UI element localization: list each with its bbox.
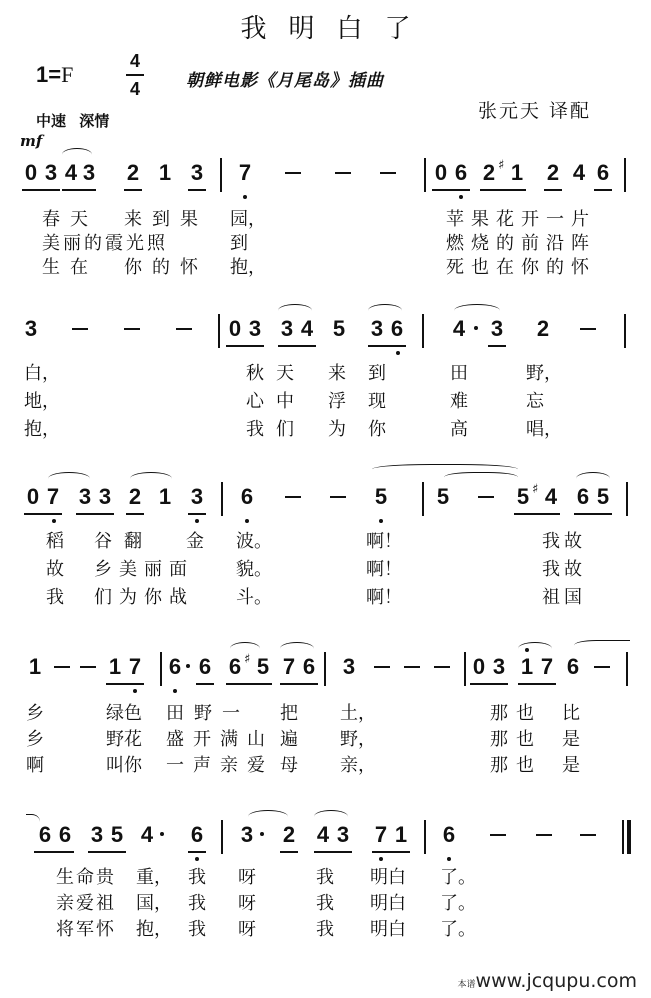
final-barline-thick <box>627 820 631 854</box>
note: 3 <box>248 316 262 341</box>
beam <box>480 189 526 191</box>
arranger-credit: 张元天 译配 <box>478 100 592 122</box>
note: 2 <box>128 484 142 509</box>
barline <box>624 314 626 348</box>
key-letter: F <box>61 62 74 87</box>
note: 3 <box>44 160 58 185</box>
sustain-dash <box>335 172 351 174</box>
barline <box>422 482 424 516</box>
sustain-dash <box>176 328 192 330</box>
note: 4 <box>140 822 154 847</box>
note: 2 <box>536 316 550 341</box>
beam <box>62 189 96 191</box>
note: 3 <box>82 160 96 185</box>
note: 5 <box>256 654 270 679</box>
tie <box>574 640 630 653</box>
note: 6 <box>190 822 204 847</box>
note: 3 <box>492 654 506 679</box>
note: 0 <box>228 316 242 341</box>
final-barline-thin <box>622 820 624 854</box>
sustain-dash <box>374 666 390 668</box>
note: 6 <box>240 484 254 509</box>
beam <box>432 189 470 191</box>
note: 3 <box>240 822 254 847</box>
note: 1 <box>158 160 172 185</box>
beam <box>280 683 318 685</box>
note: 1 <box>158 484 172 509</box>
note: 4 <box>452 316 466 341</box>
note: 0 <box>24 160 38 185</box>
barline <box>626 482 628 516</box>
sustain-dash <box>580 328 596 330</box>
note: 6 <box>228 654 242 679</box>
beam <box>188 851 206 853</box>
note: 7 <box>282 654 296 679</box>
note: 3 <box>342 654 356 679</box>
note: 2 <box>126 160 140 185</box>
note: 6 <box>596 160 610 185</box>
beam <box>280 851 298 853</box>
notation-line <box>0 822 651 862</box>
note: 4 <box>64 160 78 185</box>
sustain-dash <box>380 172 396 174</box>
low-octave-dot <box>133 689 137 693</box>
beam <box>278 345 316 347</box>
beam <box>34 851 74 853</box>
note: 2 <box>282 822 296 847</box>
watermark-prefix: 本谱 <box>457 980 476 990</box>
note: 4 <box>544 484 558 509</box>
beam <box>88 851 126 853</box>
note: 3 <box>370 316 384 341</box>
augmentation-dot <box>160 832 164 836</box>
key-signature <box>36 62 73 88</box>
sustain-dash <box>594 666 610 668</box>
time-sig-bottom: 4 <box>129 78 140 99</box>
augmentation-dot <box>474 326 478 330</box>
note: 3 <box>190 484 204 509</box>
low-octave-dot <box>195 519 199 523</box>
note: 6 <box>58 822 72 847</box>
beam <box>372 851 410 853</box>
barline <box>221 820 223 854</box>
high-octave-dot <box>525 648 529 652</box>
barline <box>221 482 223 516</box>
note: 5 <box>110 822 124 847</box>
beam <box>594 189 612 191</box>
note: 3 <box>78 484 92 509</box>
watermark <box>458 970 637 992</box>
barline <box>324 652 326 686</box>
barline <box>624 158 626 192</box>
watermark-site: www.jcqupu.com <box>475 970 637 992</box>
sustain-dash <box>490 834 506 836</box>
beam <box>518 683 556 685</box>
sustain-dash <box>478 496 494 498</box>
note: 3 <box>490 316 504 341</box>
beam <box>226 345 264 347</box>
key-equals: = <box>48 62 62 87</box>
note: 6 <box>442 822 456 847</box>
sustain-dash <box>285 496 301 498</box>
notation-line <box>0 160 651 200</box>
note: 5 <box>332 316 346 341</box>
beam <box>188 189 206 191</box>
notation-line <box>0 484 651 524</box>
sustain-dash <box>404 666 420 668</box>
note: 1 <box>520 654 534 679</box>
low-octave-dot <box>379 519 383 523</box>
low-octave-dot <box>195 857 199 861</box>
time-signature <box>126 52 144 98</box>
beam <box>574 513 612 515</box>
sustain-dash <box>54 666 70 668</box>
beam <box>488 345 506 347</box>
beam <box>470 683 508 685</box>
key-tonic: 1 <box>36 62 49 87</box>
note: 0 <box>472 654 486 679</box>
beam <box>314 851 352 853</box>
low-octave-dot <box>379 857 383 861</box>
beam <box>514 513 560 515</box>
dynamic-marking: mf <box>20 132 43 150</box>
note: 3 <box>90 822 104 847</box>
barline <box>424 820 426 854</box>
song-title: 我明白了 <box>240 14 433 44</box>
barline <box>424 158 426 192</box>
sustain-dash <box>434 666 450 668</box>
sustain-dash <box>536 834 552 836</box>
note: 7 <box>374 822 388 847</box>
barline <box>160 652 162 686</box>
beam <box>544 189 562 191</box>
barline <box>218 314 220 348</box>
song-subtitle: 朝鲜电影《月尾岛》插曲 <box>186 71 384 91</box>
beam <box>188 513 206 515</box>
low-octave-dot <box>52 519 56 523</box>
sharp-sign: ♯ <box>532 482 539 497</box>
note: 0 <box>434 160 448 185</box>
note: 7 <box>46 484 60 509</box>
beam <box>22 189 60 191</box>
note: 6 <box>390 316 404 341</box>
beam <box>226 683 272 685</box>
tie <box>444 472 518 485</box>
note: 5 <box>596 484 610 509</box>
note: 7 <box>238 160 252 185</box>
low-octave-dot <box>245 519 249 523</box>
sustain-dash <box>80 666 96 668</box>
note: 6 <box>302 654 316 679</box>
tempo-marking: 中速 深情 <box>36 112 110 130</box>
note: 4 <box>316 822 330 847</box>
note: 3 <box>98 484 112 509</box>
beam <box>24 513 62 515</box>
note: 7 <box>540 654 554 679</box>
sustain-dash <box>580 834 596 836</box>
augmentation-dot <box>186 664 190 668</box>
barline <box>422 314 424 348</box>
barline <box>464 652 466 686</box>
barline <box>220 158 222 192</box>
note: 1 <box>108 654 122 679</box>
note: 6 <box>454 160 468 185</box>
sustain-dash <box>72 328 88 330</box>
note: 6 <box>576 484 590 509</box>
sustain-dash <box>124 328 140 330</box>
note: 5 <box>374 484 388 509</box>
note: 4 <box>572 160 586 185</box>
time-sig-top: 4 <box>129 51 140 71</box>
sustain-dash <box>330 496 346 498</box>
note: 6 <box>168 654 182 679</box>
notation-line <box>0 654 651 694</box>
note: 4 <box>300 316 314 341</box>
note: 3 <box>336 822 350 847</box>
note: 6 <box>198 654 212 679</box>
low-octave-dot <box>447 857 451 861</box>
note: 3 <box>190 160 204 185</box>
note: 5 <box>436 484 450 509</box>
note: 6 <box>38 822 52 847</box>
note: 1 <box>510 160 524 185</box>
note: 6 <box>566 654 580 679</box>
beam <box>106 683 144 685</box>
notation-line <box>0 316 651 356</box>
note: 5 <box>516 484 530 509</box>
note: 2 <box>482 160 496 185</box>
beam <box>196 683 214 685</box>
sustain-dash <box>285 172 301 174</box>
beam <box>126 513 144 515</box>
note: 0 <box>26 484 40 509</box>
note: 7 <box>128 654 142 679</box>
sharp-sign: ♯ <box>498 158 505 173</box>
note: 1 <box>394 822 408 847</box>
barline <box>626 652 628 686</box>
low-octave-dot <box>396 351 400 355</box>
note: 2 <box>546 160 560 185</box>
low-octave-dot <box>459 195 463 199</box>
note: 3 <box>24 316 38 341</box>
beam <box>368 345 406 347</box>
augmentation-dot <box>260 832 264 836</box>
note: 1 <box>28 654 42 679</box>
note: 3 <box>280 316 294 341</box>
beam <box>76 513 114 515</box>
low-octave-dot <box>243 195 247 199</box>
sharp-sign: ♯ <box>244 652 251 667</box>
time-sig-line <box>126 74 144 76</box>
beam <box>124 189 142 191</box>
low-octave-dot <box>173 689 177 693</box>
